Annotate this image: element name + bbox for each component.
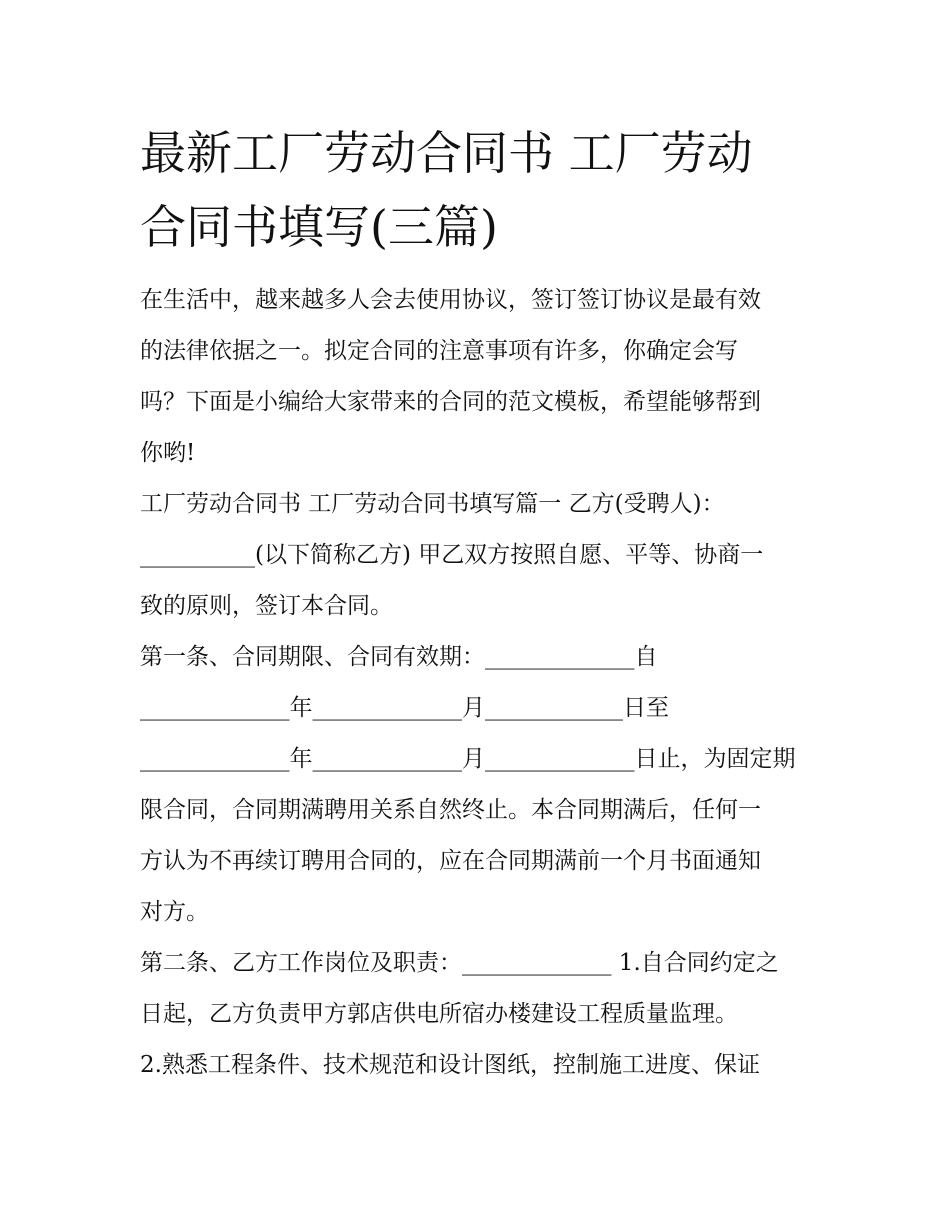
body-line: 日起，乙方负责甲方郭店供电所宿办楼建设工程质量监理。 [140,1001,738,1027]
body-line: 工厂劳动合同书 工厂劳动合同书填写篇一 乙方(受聘人)： [140,491,725,517]
body-line: 2.熟悉工程条件、技术规范和设计图纸，控制施工进度、保证 [140,1052,760,1078]
title-line: 合同书填写(三篇) [140,200,498,254]
document-title [140,116,820,264]
body-line: 你哟! [140,440,196,466]
body-line: 第一条、合同期限、合同有效期：_____________自 [140,644,658,670]
body-line: 方认为不再续订聘用合同的，应在合同期满前一个月书面通知 [140,848,761,874]
body-line: 对方。 [140,899,209,925]
body-line: _____________年_____________月____________日至 [140,695,669,721]
body-line: 吗？下面是小编给大家带来的合同的范文模板，希望能够帮到 [140,389,761,415]
body-line: 限合同，合同期满聘用关系自然终止。本合同期满后，任何一 [140,797,761,823]
body-line: __________(以下简称乙方) 甲乙双方按照自愿、平等、协商一 [140,542,764,568]
body-line: 致的原则，签订本合同。 [140,593,393,619]
document-body [140,275,820,1091]
title-line: 最新工厂劳动合同书 工厂劳动 [140,126,753,180]
body-line: 在生活中，越来越多人会去使用协议，签订签订协议是最有效 [140,287,761,313]
body-line: 的法律依据之一。拟定合同的注意事项有许多，你确定会写 [140,338,738,364]
body-line: _____________年_____________月_____________日止，为固定期 [140,746,796,772]
body-line: 第二条、乙方工作岗位及职责：_____________ 1.自合同约定之 [140,950,779,976]
